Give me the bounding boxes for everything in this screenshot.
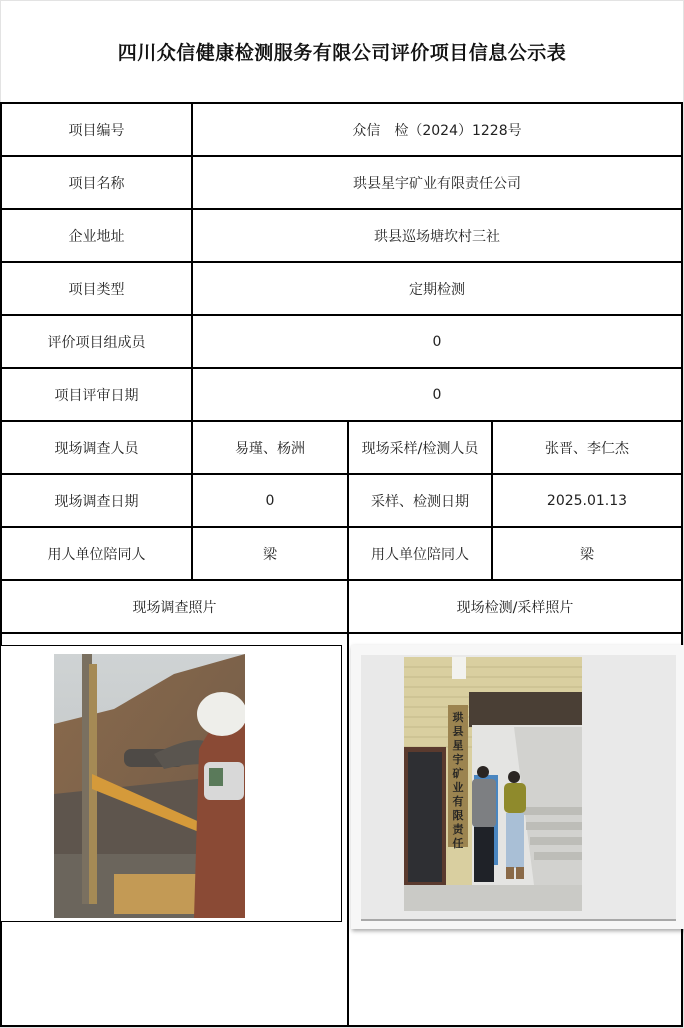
svg-text:县: 县 [452, 725, 464, 738]
value-project-name: 珙县星宇矿业有限责任公司 [353, 175, 521, 192]
drilling-rig-photo-image [54, 654, 245, 918]
value-survey-date: 0 [265, 492, 275, 509]
label-project-number: 项目编号 [68, 122, 125, 139]
svg-text:业: 业 [452, 781, 464, 794]
label-sampling-staff: 现场采样/检测人员 [361, 440, 479, 457]
value-project-number: 众信 检（2024）1228号 [352, 122, 522, 139]
label-sampling-date: 采样、检测日期 [371, 493, 469, 510]
sampling-photo [404, 657, 582, 911]
value-team-members: 0 [432, 333, 442, 350]
value-project-type: 定期检测 [409, 281, 465, 298]
value-sampling-staff: 张晋、李仁杰 [545, 440, 629, 457]
label-escort-1: 用人单位陪同人 [47, 546, 146, 563]
label-project-type: 项目类型 [68, 281, 125, 298]
survey-photo [54, 654, 245, 918]
label-project-name: 项目名称 [68, 175, 125, 192]
page-title: 四川众信健康检测服务有限公司评价项目信息公示表 [117, 42, 567, 64]
label-survey-staff: 现场调查人员 [54, 440, 139, 457]
divider [0, 1025, 683, 1027]
svg-text:任: 任 [452, 837, 464, 850]
svg-text:宇: 宇 [452, 753, 464, 766]
label-escort-2: 用人单位陪同人 [371, 546, 469, 563]
label-survey-date: 现场调查日期 [54, 493, 139, 510]
value-sampling-date: 2025.01.13 [546, 492, 628, 509]
value-survey-staff: 易瑾、杨洲 [235, 440, 305, 457]
survey-photo-frame [1, 645, 342, 922]
label-review-date: 项目评审日期 [54, 387, 139, 404]
sampling-photo-frame [351, 645, 684, 929]
value-escort-1: 梁 [263, 546, 277, 563]
svg-text:责: 责 [452, 823, 464, 836]
company-sign-text: 珙 [452, 711, 464, 724]
value-company-address: 珙县巡场塘坎村三社 [374, 228, 500, 245]
svg-text:星: 星 [452, 739, 464, 752]
value-review-date: 0 [432, 386, 442, 403]
sampling-photo-card [361, 655, 676, 921]
sampling-photo-header: 现场检测/采样照片 [456, 599, 574, 616]
svg-text:有: 有 [452, 795, 464, 808]
company-entrance-photo-image [404, 657, 582, 911]
svg-text:矿: 矿 [452, 767, 464, 780]
label-team-members: 评价项目组成员 [47, 334, 146, 351]
survey-photo-header: 现场调查照片 [132, 599, 217, 616]
divider [0, 632, 683, 634]
value-escort-2: 梁 [580, 546, 594, 563]
svg-text:限: 限 [452, 809, 464, 822]
label-company-address: 企业地址 [68, 228, 125, 245]
